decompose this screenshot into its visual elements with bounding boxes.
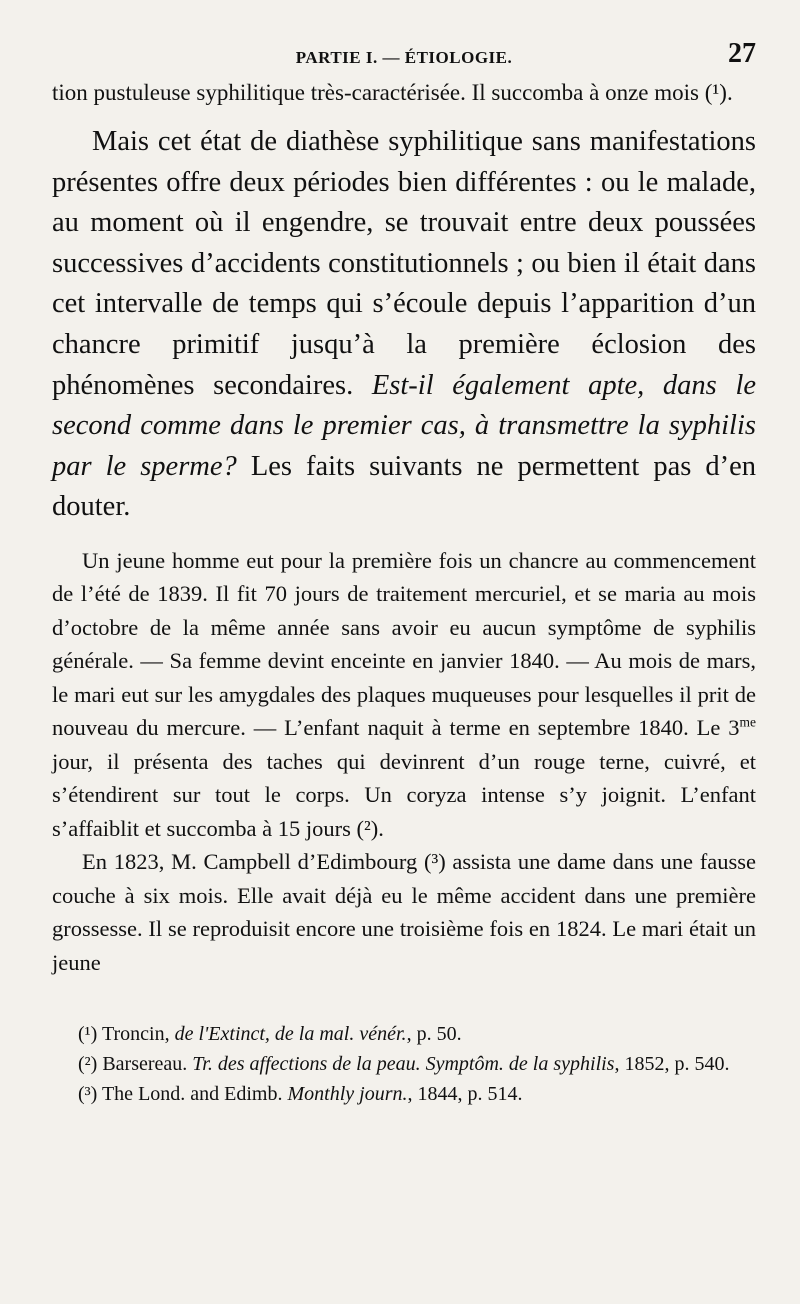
- footnote: [52, 1049, 756, 1079]
- case-1-text-a: Un jeune homme eut pour la première fois un chancre au commencement de l’été de 1839. Il fit 70 jours de traitement mercuriel, et se maria au mois d’octobre de la même année sans avoir eu aucun symptôme de syphilis générale. — Sa femme devint enceinte en janvier 1840. — Au mois de mars, le mari eut sur les amygdales des plaques muqueuses pour lesquelles il prit de nouveau du mercure. — L’enfant naquit à terme en septembre 1840. Le 3: [52, 547, 756, 741]
- case-1-ordinal: me: [739, 714, 756, 730]
- footnote-ref: , 1844, p. 514.: [407, 1083, 523, 1106]
- footnote-mark: (²): [78, 1053, 98, 1076]
- running-title: PARTIE I. — ÉTIOLOGIE.: [295, 48, 513, 67]
- footnote-author: The Lond. and Edimb.: [101, 1083, 283, 1106]
- main-paragraph-tail: Les faits suivants ne permettent pas d’en douter.: [52, 450, 756, 523]
- case-1-text-b: jour, il présenta des taches qui devinrent d’un rouge terne, cuivré, et s’étendirent sur tout le corps. Un coryza intense s’y joignit. L’enfant s’affaiblit et succomba à 15 jours (²).: [52, 748, 756, 841]
- case-paragraph-1: [52, 544, 756, 846]
- footnote: [52, 1019, 756, 1049]
- footnotes: [52, 1019, 756, 1109]
- page-number: 27: [728, 38, 756, 69]
- footnote-title: Monthly journ.: [287, 1083, 408, 1106]
- continued-paragraph: tion pustuleuse syphilitique très-caractérisée. Il succomba à onze mois (¹).: [52, 80, 733, 105]
- book-page: [52, 36, 756, 1276]
- case-paragraph-2: En 1823, M. Campbell d’Edimbourg (³) assista une dame dans une fausse couche à six mois. Elle avait déjà eu le même accident dans une première grossesse. Il se reproduisit encore une troisième fois en 1824. Le mari était un jeune: [52, 849, 756, 975]
- page-header: [52, 36, 756, 76]
- main-paragraph-question: Est-il également apte, dans le second comme dans le premier cas, à transmettre la syphilis par le sperme?: [52, 369, 757, 482]
- footnote-title: de l'Extinct, de la mal. vénér.: [174, 1023, 407, 1046]
- footnote-author: Troncin,: [101, 1023, 170, 1046]
- main-paragraph: [52, 122, 756, 528]
- main-paragraph-text: Mais cet état de diathèse syphilitique sans manifestations présentes offre deux périodes bien différentes : ou le malade, au moment où il engendre, se trouvait entre deux poussées successives d’accidents constitutionnels ; ou bien il était dans cet intervalle de temps qui s’écoule depuis l’apparition d’un chancre primitif jusqu’à la première éclosion des phénomènes secondaires.: [52, 126, 756, 401]
- footnote: [52, 1079, 756, 1109]
- footnote-author: Barsereau.: [102, 1053, 188, 1076]
- footnote-ref: , 1852, p. 540.: [614, 1053, 730, 1076]
- footnote-ref: , p. 50.: [406, 1023, 462, 1046]
- footnote-mark: (¹): [78, 1023, 98, 1046]
- footnote-mark: (³): [78, 1083, 98, 1106]
- footnote-title: Tr. des affections de la peau. Symptôm. de la syphilis: [192, 1053, 615, 1076]
